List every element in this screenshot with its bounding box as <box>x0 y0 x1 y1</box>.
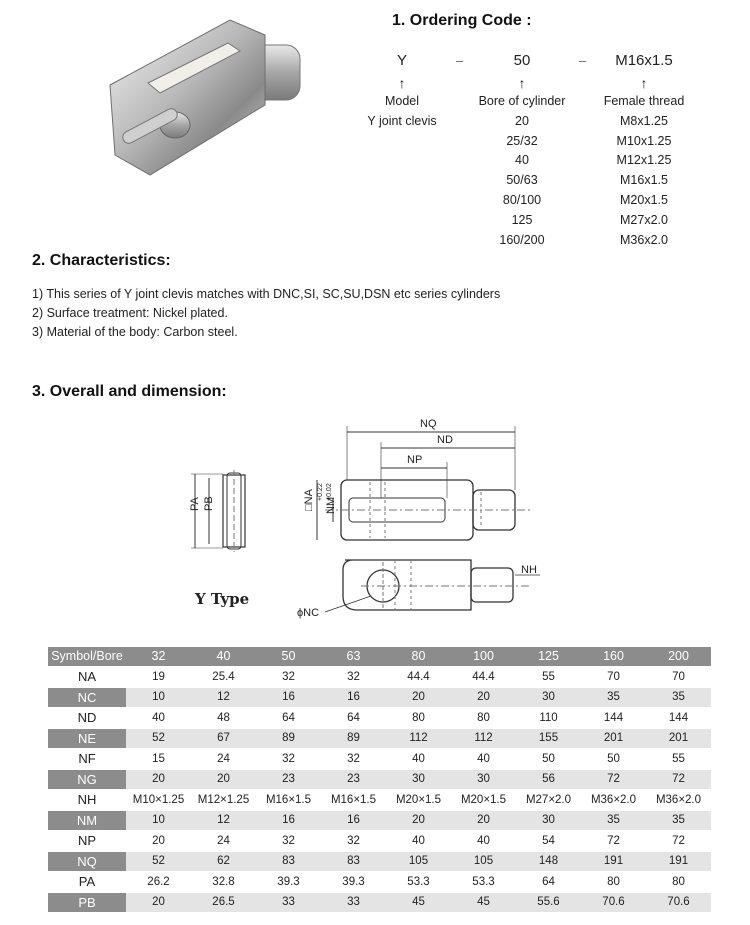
table-cell: 70 <box>581 668 646 687</box>
dimension-title: 3. Overall and dimension: <box>32 383 227 400</box>
table-row <box>48 893 711 912</box>
table-cell: 72 <box>581 832 646 851</box>
table-cell: 16 <box>321 811 386 830</box>
table-cell: 33 <box>321 893 386 912</box>
table-cell: 144 <box>581 709 646 728</box>
label-pa: PA <box>189 497 201 511</box>
table-cell: 16 <box>256 688 321 707</box>
table-cell: 40 <box>451 750 516 769</box>
table-cell: M12×1.25 <box>191 791 256 810</box>
model-caption: Model <box>384 94 420 108</box>
table-cell: 20 <box>126 893 191 912</box>
table-cell: 32 <box>321 832 386 851</box>
table-cell: 191 <box>646 852 711 871</box>
model-code: Y <box>396 52 407 69</box>
thread-value: M10x1.25 <box>616 133 672 148</box>
type-label: Y Type <box>195 590 250 608</box>
table-symbol-cell: NP <box>48 832 126 851</box>
table-cell: 20 <box>126 770 191 789</box>
table-cell: 20 <box>386 688 451 707</box>
table-cell: 23 <box>256 770 321 789</box>
table-cell: 26.5 <box>191 893 256 912</box>
characteristics-title: 2. Characteristics: <box>32 252 171 269</box>
table-row <box>48 750 711 769</box>
thread-value: M36x2.0 <box>620 232 668 247</box>
table-cell: 16 <box>321 688 386 707</box>
table-symbol-cell: PA <box>48 873 126 892</box>
table-header-cell: 40 <box>191 647 256 666</box>
bore-value: 160/200 <box>499 232 545 247</box>
table-cell: 24 <box>191 750 256 769</box>
table-cell: 144 <box>646 709 711 728</box>
table-cell: 54 <box>516 832 581 851</box>
table-cell: 32 <box>321 750 386 769</box>
table-row <box>48 873 711 892</box>
table-cell: 44.4 <box>386 668 451 687</box>
table-cell: 20 <box>126 832 191 851</box>
table-cell: 201 <box>581 729 646 748</box>
table-cell: 40 <box>386 750 451 769</box>
characteristic-item: 2) Surface treatment: Nickel plated. <box>32 306 228 320</box>
table-cell: 20 <box>386 811 451 830</box>
table-cell: M36×2.0 <box>581 791 646 810</box>
table-cell: 80 <box>451 709 516 728</box>
table-cell: 70.6 <box>646 893 711 912</box>
table-cell: 32.8 <box>191 873 256 892</box>
label-nc: ϕNC <box>297 607 320 619</box>
table-cell: 33 <box>256 893 321 912</box>
table-cell: 48 <box>191 709 256 728</box>
bore-value: 125 <box>511 212 533 227</box>
table-row <box>48 811 711 830</box>
table-cell: 89 <box>321 729 386 748</box>
label-nd: ND <box>437 434 453 446</box>
table-header-cell: 32 <box>126 647 191 666</box>
table-cell: 53.3 <box>451 873 516 892</box>
label-nh: NH <box>521 564 537 576</box>
table-symbol-cell: NA <box>48 668 126 687</box>
table-cell: 64 <box>516 873 581 892</box>
table-cell: 12 <box>191 811 256 830</box>
table-cell: 20 <box>451 811 516 830</box>
table-cell: 80 <box>646 873 711 892</box>
model-value: Y joint clevis <box>367 113 437 128</box>
table-cell: 201 <box>646 729 711 748</box>
table-cell: 25.4 <box>191 668 256 687</box>
bore-caption: Bore of cylinder <box>478 94 566 108</box>
table-cell: 105 <box>386 852 451 871</box>
table-symbol-cell: NG <box>48 770 126 789</box>
table-header-cell: 100 <box>451 647 516 666</box>
dimension-drawing <box>175 410 555 620</box>
table-symbol-cell: PB <box>48 893 126 912</box>
table-cell: 40 <box>386 832 451 851</box>
table-symbol-cell: NF <box>48 750 126 769</box>
table-cell: 52 <box>126 852 191 871</box>
table-cell: 35 <box>581 688 646 707</box>
table-header-cell: 50 <box>256 647 321 666</box>
table-header-cell: Symbol/Bore <box>48 647 126 666</box>
table-cell: 39.3 <box>256 873 321 892</box>
table-cell: M36×2.0 <box>646 791 711 810</box>
table-symbol-cell: NE <box>48 729 126 748</box>
table-header-cell: 80 <box>386 647 451 666</box>
table-cell: M10×1.25 <box>126 791 191 810</box>
table-cell: 56 <box>516 770 581 789</box>
table-row <box>48 791 711 810</box>
bore-value: 80/100 <box>502 192 542 207</box>
table-cell: 30 <box>451 770 516 789</box>
arrow-up-icon: ↑ <box>640 75 648 91</box>
table-cell: 19 <box>126 668 191 687</box>
separator: – <box>456 53 464 68</box>
table-cell: 70 <box>646 668 711 687</box>
table-cell: 40 <box>126 709 191 728</box>
label-nm-tolerance-top: +0.22 <box>317 483 324 501</box>
table-header-cell: 125 <box>516 647 581 666</box>
table-cell: 45 <box>386 893 451 912</box>
table-cell: 40 <box>451 832 516 851</box>
table-cell: 10 <box>126 811 191 830</box>
table-row <box>48 832 711 851</box>
table-cell: 72 <box>581 770 646 789</box>
table-cell: 30 <box>516 811 581 830</box>
table-symbol-cell: NC <box>48 688 126 707</box>
table-row <box>48 729 711 748</box>
table-cell: 83 <box>321 852 386 871</box>
table-symbol-cell: ND <box>48 709 126 728</box>
table-cell: M16×1.5 <box>321 791 386 810</box>
table-cell: 110 <box>516 709 581 728</box>
thread-value: M27x2.0 <box>620 212 668 227</box>
table-cell: 70.6 <box>581 893 646 912</box>
thread-value: M16x1.5 <box>620 173 668 188</box>
characteristic-item: 3) Material of the body: Carbon steel. <box>32 325 238 339</box>
table-cell: 62 <box>191 852 256 871</box>
table-cell: 191 <box>581 852 646 871</box>
table-cell: 112 <box>451 729 516 748</box>
table-symbol-cell: NM <box>48 811 126 830</box>
table-cell: 53.3 <box>386 873 451 892</box>
table-cell: 55 <box>646 750 711 769</box>
table-cell: 50 <box>581 750 646 769</box>
table-cell: 20 <box>451 688 516 707</box>
label-pb: PB <box>203 496 215 511</box>
table-cell: M20×1.5 <box>386 791 451 810</box>
table-cell: 55.6 <box>516 893 581 912</box>
table-row <box>48 688 711 707</box>
ordering-code-title: 1. Ordering Code : <box>392 12 532 29</box>
table-cell: 20 <box>191 770 256 789</box>
table-cell: 112 <box>386 729 451 748</box>
table-row <box>48 668 711 687</box>
table-row <box>48 852 711 871</box>
label-np: NP <box>407 454 423 466</box>
table-cell: 10 <box>126 688 191 707</box>
table-cell: 52 <box>126 729 191 748</box>
table-cell: M27×2.0 <box>516 791 581 810</box>
table-header-row <box>48 647 711 666</box>
table-cell: 16 <box>256 811 321 830</box>
separator: – <box>579 53 587 68</box>
thread-caption: Female thread <box>603 94 685 108</box>
table-cell: 72 <box>646 832 711 851</box>
table-cell: 80 <box>386 709 451 728</box>
table-cell: 26.2 <box>126 873 191 892</box>
dimension-table <box>48 645 711 914</box>
table-cell: 67 <box>191 729 256 748</box>
table-header-cell: 160 <box>581 647 646 666</box>
table-row <box>48 770 711 789</box>
thread-value: M8x1.25 <box>620 113 668 128</box>
bore-value: 20 <box>515 113 529 128</box>
table-cell: 30 <box>386 770 451 789</box>
table-cell: 39.3 <box>321 873 386 892</box>
table-cell: 45 <box>451 893 516 912</box>
table-body <box>48 668 711 912</box>
table-header-cell: 200 <box>646 647 711 666</box>
characteristic-item: 1) This series of Y joint clevis matches with DNC,SI, SC,SU,DSN etc series cylinders <box>32 287 501 301</box>
table-cell: 55 <box>516 668 581 687</box>
bore-value: 25/32 <box>506 133 538 148</box>
table-cell: 35 <box>646 688 711 707</box>
table-symbol-cell: NH <box>48 791 126 810</box>
table-cell: 32 <box>321 668 386 687</box>
table-cell: 24 <box>191 832 256 851</box>
table-cell: 72 <box>646 770 711 789</box>
thread-value: M20x1.5 <box>620 192 668 207</box>
table-cell: 64 <box>321 709 386 728</box>
table-cell: 155 <box>516 729 581 748</box>
ordering-column-bore <box>472 48 572 250</box>
bore-value: 50/63 <box>506 173 538 188</box>
product-photo <box>90 15 310 185</box>
table-cell: 50 <box>516 750 581 769</box>
bore-value: 40 <box>515 153 529 168</box>
thread-code: M16x1.5 <box>615 52 673 69</box>
table-cell: 83 <box>256 852 321 871</box>
label-na: □NA <box>303 489 315 511</box>
arrow-up-icon: ↑ <box>398 75 406 91</box>
table-cell: 32 <box>256 750 321 769</box>
table-row <box>48 709 711 728</box>
table-cell: 89 <box>256 729 321 748</box>
table-cell: 64 <box>256 709 321 728</box>
table-cell: 148 <box>516 852 581 871</box>
table-cell: M16×1.5 <box>256 791 321 810</box>
table-cell: 44.4 <box>451 668 516 687</box>
table-header-cell: 63 <box>321 647 386 666</box>
table-cell: 23 <box>321 770 386 789</box>
label-nm: NM <box>325 496 337 514</box>
table-cell: 32 <box>256 832 321 851</box>
label-nq: NQ <box>420 418 437 430</box>
table-cell: M20×1.5 <box>451 791 516 810</box>
table-symbol-cell: NQ <box>48 852 126 871</box>
table-cell: 15 <box>126 750 191 769</box>
bore-code: 50 <box>513 52 531 69</box>
arrow-up-icon: ↑ <box>518 75 526 91</box>
label-nm-tolerance-bottom: +0.02 <box>326 483 333 501</box>
table-cell: 32 <box>256 668 321 687</box>
thread-value: M12x1.25 <box>616 153 672 168</box>
ordering-column-model <box>362 48 442 132</box>
table-cell: 80 <box>581 873 646 892</box>
table-cell: 30 <box>516 688 581 707</box>
table-cell: 105 <box>451 852 516 871</box>
table-cell: 35 <box>581 811 646 830</box>
table-cell: 12 <box>191 688 256 707</box>
table-cell: 35 <box>646 811 711 830</box>
ordering-column-thread <box>594 48 694 250</box>
